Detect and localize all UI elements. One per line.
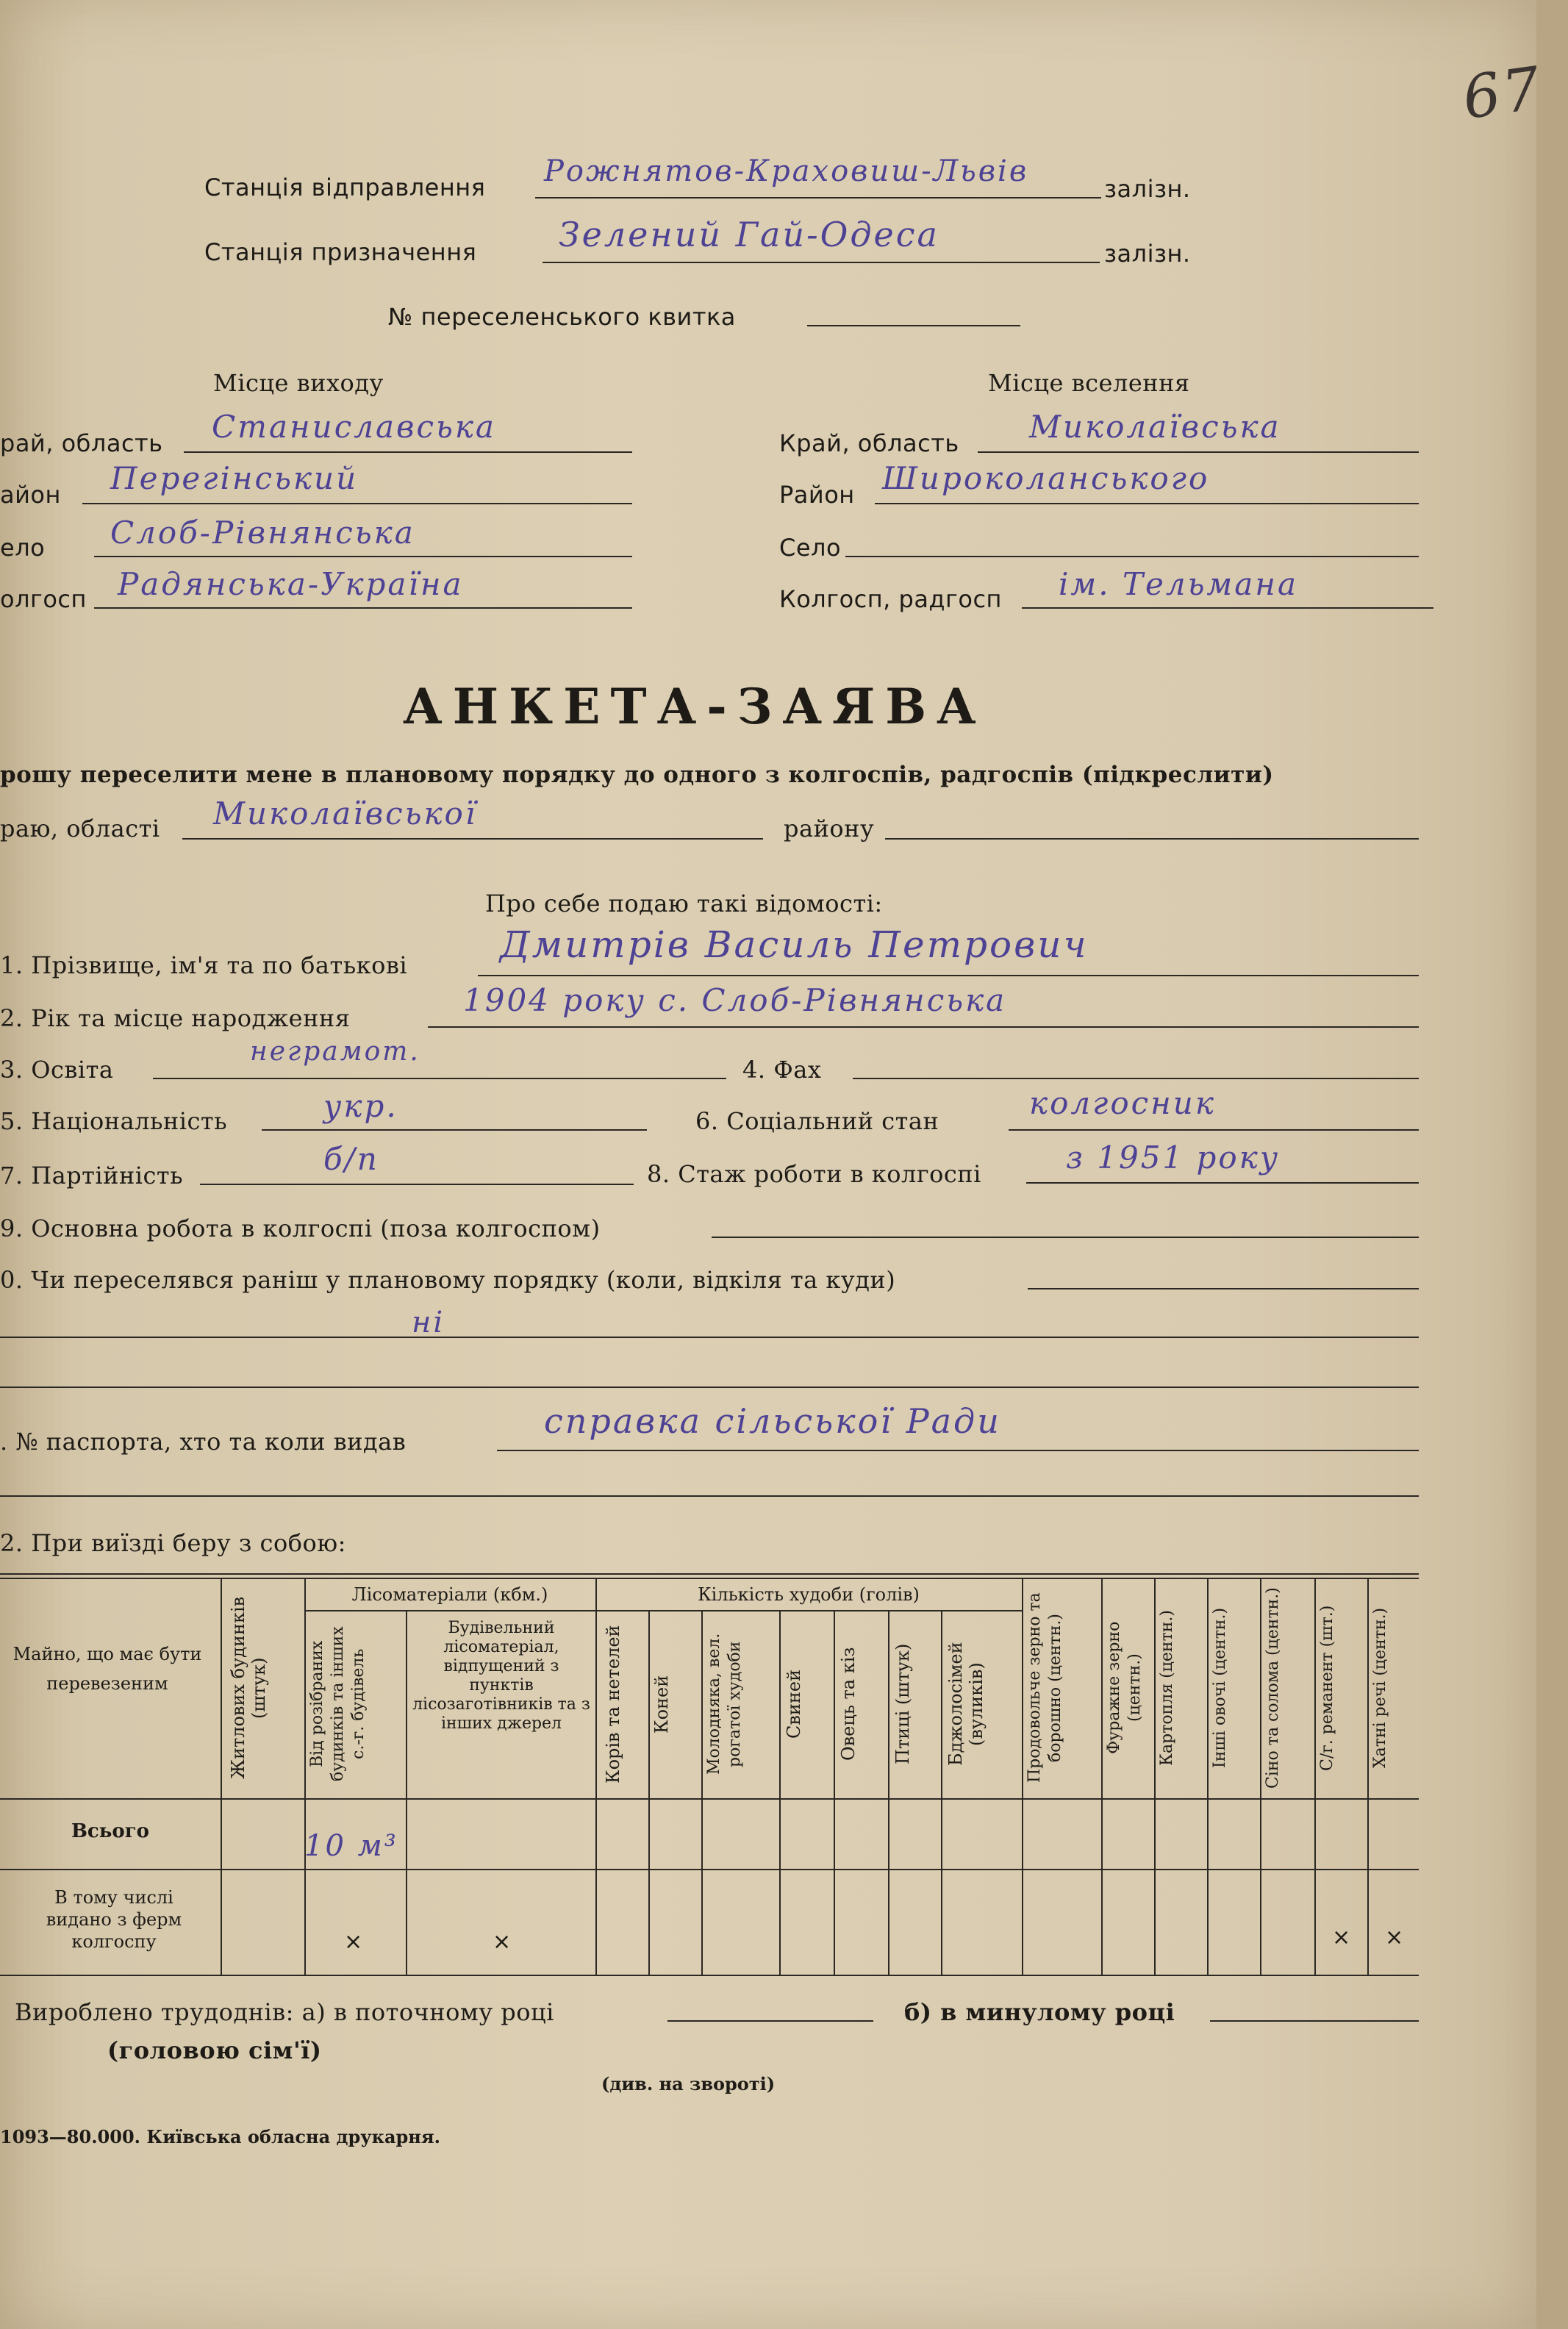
destination-village-label: Село: [779, 534, 842, 562]
table-header-timber-dismantled: Від розібраних будинків та інших с.-г. будівель: [308, 1626, 368, 1782]
table-header-veg: Інші овочі (центн.): [1211, 1607, 1229, 1769]
table-header-bees: Бджолосімей (вуликів): [945, 1642, 987, 1767]
field-1-label: 1. Прізвище, ім'я та по батькові: [0, 951, 408, 979]
table-header-tools: С/г. реманент (шт.): [1318, 1605, 1336, 1771]
field-10-value: ні: [412, 1306, 445, 1339]
workdays-label: Вироблено трудоднів: а) в поточному році: [15, 1998, 554, 2026]
origin-region-label: рай, область: [0, 429, 163, 457]
destination-kolhosp-value: ім. Тельмана: [1059, 566, 1299, 602]
field-5-label: 5. Національність: [0, 1107, 228, 1135]
table-cell-cross: ×: [1385, 1925, 1404, 1950]
field-1-value: Дмитрів Василь Петрович: [500, 923, 1089, 966]
field-5-value: укр.: [323, 1088, 398, 1124]
origin-kolhosp-label: олгосп: [0, 585, 87, 613]
destination-district-value: Широколанського: [882, 460, 1210, 496]
field-6-label: 6. Соціальний стан: [695, 1107, 939, 1135]
table-header-birds: Птиці (штук): [892, 1643, 913, 1765]
field-3-value: неграмот.: [250, 1037, 420, 1067]
table-header-property: Майно, що має бути перевезеним: [12, 1644, 202, 1694]
table-header-cattle: Кількість худоби (голів): [698, 1584, 920, 1605]
table-header-timber-building: Будівельний лісоматеріал, відпущений з пунктів лісозаготівників та з інших джерел: [412, 1619, 590, 1733]
ticket-number-label: № переселенського квитка: [388, 303, 736, 331]
page-edge: [1536, 0, 1568, 2329]
field-7-value: б/п: [323, 1141, 379, 1177]
station-from-value: Рожнятов-Краховиш-Львів: [544, 154, 1029, 188]
about-heading: Про себе подаю такі відомості:: [485, 890, 883, 917]
request-district-label: району: [784, 815, 875, 842]
table-header-household: Хатні речі (центн.): [1371, 1607, 1389, 1769]
see-back-note: (див. на звороті): [601, 2073, 776, 2094]
station-to-label: Станція призначення: [204, 238, 477, 266]
table-header-potato: Картопля (центн.): [1158, 1610, 1176, 1766]
table-header-timber: Лісоматеріали (кбм.): [351, 1584, 548, 1605]
table-header-cows: Корів та нетелей: [603, 1625, 623, 1784]
table-cell-cross: ×: [1332, 1925, 1351, 1950]
origin-village-label: ело: [0, 534, 46, 562]
station-from-label: Станція відправлення: [204, 173, 486, 201]
table-header-young: Молодняка, вел. рогатої худоби: [705, 1633, 744, 1775]
workdays-sub: (головою сім'ї): [107, 2036, 322, 2064]
destination-kolhosp-label: Колгосп, радгосп: [779, 585, 1002, 613]
field-10-label: 0. Чи переселявся раніш у плановому порядку (коли, відкіля та куди): [0, 1266, 896, 1294]
table-header-sheep: Овець та кіз: [838, 1647, 859, 1761]
field-7-label: 7. Партійність: [0, 1162, 184, 1189]
table-row-total-label: Всього: [71, 1820, 150, 1842]
workdays-b-label: б) в минулому році: [904, 1998, 1175, 2026]
table-header-horses: Коней: [651, 1675, 672, 1734]
printer-line: 1093—80.000. Київська обласна друкарня.: [0, 2126, 440, 2147]
origin-heading: Місце виходу: [213, 369, 384, 397]
page-number: 67: [1458, 53, 1547, 133]
field-12-label: 2. При виїзді беру з собою:: [0, 1529, 346, 1557]
table-header-fodder: Фуражне зерно (центн.): [1105, 1621, 1144, 1755]
field-8-value: з 1951 року: [1066, 1140, 1281, 1176]
table-header-grain: Продовольче зерно та борошно (центн.): [1025, 1592, 1064, 1784]
field-2-value: 1904 року с. Слоб-Рівнянська: [463, 982, 1007, 1018]
request-line: рошу переселити мене в плановому порядку до одного з колгоспів, радгоспів (підкреслити): [0, 762, 1274, 788]
field-4-label: 4. Фах: [742, 1056, 822, 1084]
destination-heading: Місце вселення: [988, 369, 1190, 397]
table-header-houses: Житлових будинків (штук): [228, 1596, 269, 1780]
table-row-farm-label: В тому числі видано з ферм колгоспу: [46, 1887, 182, 1952]
form-title: АНКЕТА-ЗАЯВА: [403, 678, 987, 735]
origin-kolhosp-value: Радянська-Україна: [118, 566, 464, 602]
destination-region-value: Миколаївська: [1029, 409, 1281, 445]
station-to-suffix: залізн.: [1104, 240, 1191, 268]
field-11-label: . № паспорта, хто та коли видав: [0, 1428, 407, 1456]
destination-district-label: Район: [779, 481, 855, 509]
table-row-total-timber: 10 м³: [304, 1829, 398, 1863]
origin-village-value: Слоб-Рівнянська: [110, 515, 415, 551]
table-cell-cross: ×: [493, 1929, 512, 1955]
station-from-suffix: залізн.: [1104, 175, 1191, 203]
field-6-value: колгосник: [1029, 1085, 1216, 1121]
field-3-label: 3. Освіта: [0, 1056, 114, 1084]
origin-region-value: Станиславська: [212, 409, 496, 445]
table-header-pigs: Свиней: [784, 1669, 804, 1739]
request-region-value: Миколаївської: [213, 795, 478, 831]
origin-district-value: Перегінський: [110, 460, 359, 496]
table-cell-cross: ×: [344, 1929, 363, 1955]
station-to-value: Зелений Гай-Одеса: [559, 215, 939, 254]
field-9-label: 9. Основна робота в колгоспі (поза колгоспом): [0, 1214, 601, 1242]
origin-district-label: айон: [0, 481, 61, 509]
field-11-value: справка сільської Ради: [544, 1401, 1001, 1441]
destination-region-label: Край, область: [779, 429, 959, 457]
field-2-label: 2. Рік та місце народження: [0, 1004, 351, 1032]
request-region-label: раю, області: [0, 815, 160, 842]
field-8-label: 8. Стаж роботи в колгоспі: [647, 1160, 981, 1188]
table-header-hay: Сіно та солома (центн.): [1264, 1587, 1282, 1789]
